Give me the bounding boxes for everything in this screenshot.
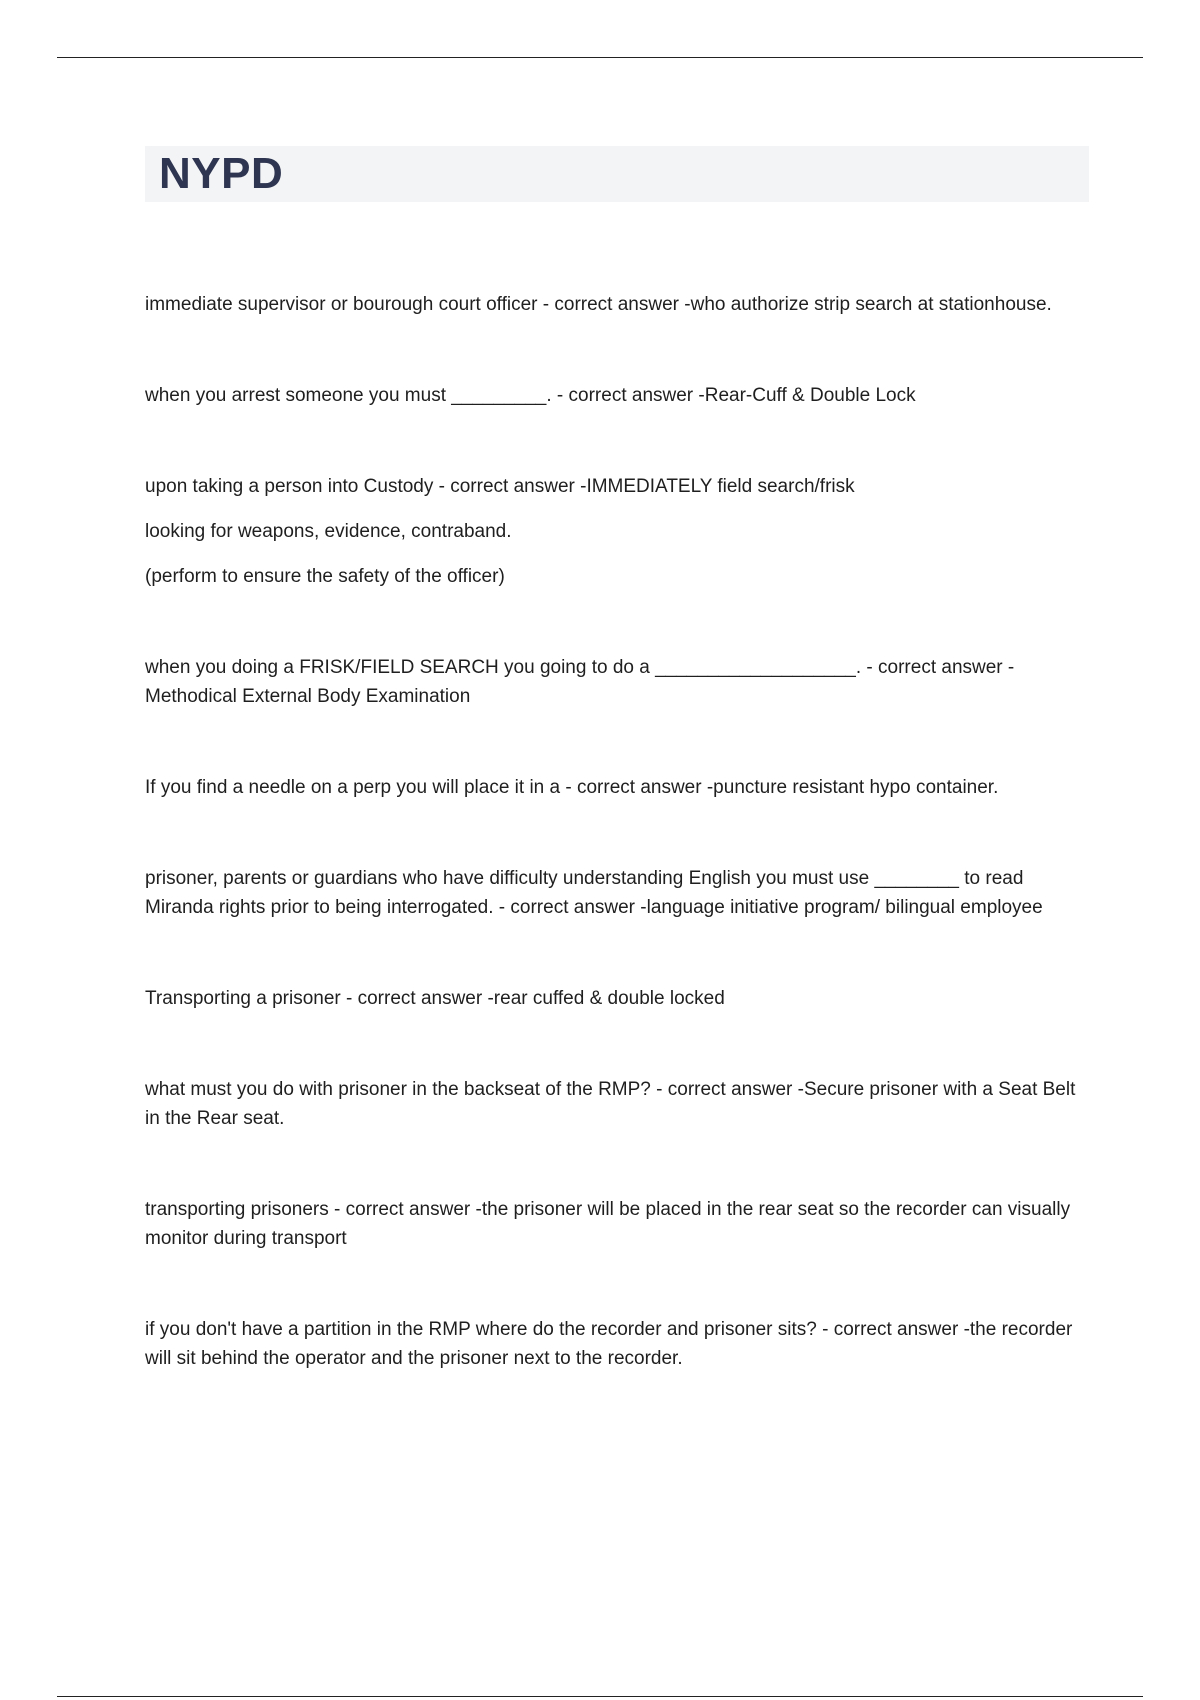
qa-entry	[145, 653, 1080, 711]
title-band	[145, 146, 1089, 202]
entry-text: looking for weapons, evidence, contraband.	[145, 521, 512, 542]
footer-rule	[57, 1696, 1143, 1697]
entry-text: when you arrest someone you must _________. - correct answer -Rear-Cuff & Double Lock	[145, 385, 916, 406]
entry-text: prisoner, parents or guardians who have difficulty understanding English you must use ________ to read Miranda rights prior to being interrogated. - correct answer -language initiative program/ bilingual employee	[145, 868, 1043, 918]
entry-text: (perform to ensure the safety of the officer)	[145, 566, 505, 587]
qa-entry	[145, 1315, 1080, 1373]
qa-entry	[145, 864, 1080, 922]
entry-text: if you don't have a partition in the RMP where do the recorder and prisoner sits? - correct answer -the recorder will sit behind the operator and the prisoner next to the recorder.	[145, 1319, 1073, 1369]
qa-entry	[145, 984, 1080, 1013]
qa-entry	[145, 381, 1080, 410]
qa-entry	[145, 1075, 1080, 1133]
qa-entry	[145, 1195, 1080, 1253]
entry-text: what must you do with prisoner in the backseat of the RMP? - correct answer -Secure prisoner with a Seat Belt in the Rear seat.	[145, 1079, 1076, 1129]
qa-entry	[145, 773, 1080, 802]
qa-entry	[145, 472, 1080, 591]
entry-text: immediate supervisor or bourough court officer - correct answer -who authorize strip search at stationhouse.	[145, 294, 1052, 315]
qa-list	[145, 290, 1080, 1435]
entry-text: Transporting a prisoner - correct answer -rear cuffed & double locked	[145, 988, 725, 1009]
qa-entry	[145, 290, 1080, 319]
entry-text: when you doing a FRISK/FIELD SEARCH you going to do a ___________________. - correct answer -Methodical External Body Examination	[145, 657, 1015, 707]
entry-text: If you find a needle on a perp you will place it in a - correct answer -puncture resistant hypo container.	[145, 777, 999, 798]
entry-text: transporting prisoners - correct answer -the prisoner will be placed in the rear seat so the recorder can visually monitor during transport	[145, 1199, 1071, 1249]
header-rule	[57, 57, 1143, 58]
entry-text: upon taking a person into Custody - correct answer -IMMEDIATELY field search/frisk	[145, 476, 855, 497]
document-title: NYPD	[159, 149, 284, 198]
